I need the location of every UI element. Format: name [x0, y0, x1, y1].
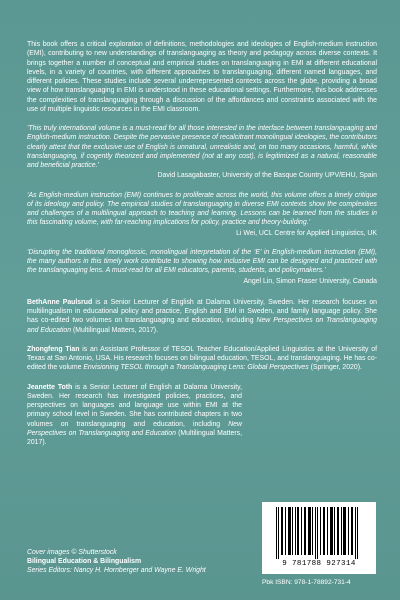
image-credit: Cover images © Shutterstock — [27, 549, 117, 556]
series-title: Bilingual Education & Bilingualism — [27, 558, 142, 565]
endorsement-quote: ‘As English-medium instruction (EMI) continues to proliferate across the world, this volume offers a timely critique of its ideology and policy. The empirical studies of translanguaging in diverse EMI contexts show the complexities and challenges of a multilingual approach to teaching and learning. Lessons can be learned from the studies in this fascinating volume, with far-reaching implications for policy, practice and theory-building.’ — [27, 191, 377, 227]
isbn-barcode — [262, 502, 376, 574]
book-description: This book offers a critical exploration of definitions, methodologies and ideologies of English-medium instruction (EMI), contributing to new understandings of translanguaging as theory and pedagogy across diverse contexts. It brings together a number of conceptual and empirical studies on translanguaging in EMI at different educational levels, in a variety of countries, with different approaches to translanguaging, different named languages, and different policies. These studies include several underrepresented contexts across the globe, providing a broad view of how translanguaging in EMI is understood in these educational settings. Furthermore, this book addresses the complexities of translanguaging through a discussion of the affordances and constraints associated with the use of multiple linguistic resources in the EMI classroom. — [27, 41, 377, 113]
bio-text: (Multilingual Matters, 2017). — [71, 326, 158, 334]
author-bio-paulsrud — [27, 298, 377, 335]
barcode-digits: 9 781788 927314 — [282, 560, 356, 568]
endorsement-quote: ‘Disrupting the traditional monoglossic, monolingual interpretation of the ‘E’ in English-medium instruction (EMI), the many authors in this timely work contribute to showing how inclusive EMI can be designed and practiced with the translanguaging lens. A must-read for all EMI educators, parents, students, and policymakers.’ — [27, 248, 377, 275]
bio-text: is an Assistant Professor of TESOL Teacher Education/Applied Linguistics at the University of Texas at San Antonio, USA. His research focuses on bilingual education, TESOL, and translanguaging. He has co-edited the volume — [27, 345, 377, 372]
back-cover-text — [27, 40, 377, 447]
endorsement-1 — [27, 124, 377, 181]
barcode-icon — [270, 507, 368, 559]
book-title: Envisioning TESOL through a Translanguaging Lens: Global Perspectives — [83, 364, 309, 372]
series-editors: Series Editors: Nancy H. Hornberger and Wayne E. Wright — [27, 567, 206, 574]
bio-text: (Springer, 2020). — [308, 364, 362, 372]
endorsement-quote: ‘This truly international volume is a must-read for all those interested in the interface between translanguaging and English-medium instruction. Despite the pervasive presence of recalcitrant monolingual ideologies, the contributors clearly attest that the exclusive use of English is unnatural, unrealistic and, on too many occasions, harmful, while translanguaging, if cogently theorized and implemented (not at any cost), is legitimized as a natural, reasonable and beneficial practice.’ — [27, 125, 377, 169]
bio-text: (Multilingual Matters, 2017). — [27, 429, 242, 446]
endorsement-3 — [27, 248, 377, 286]
author-bio-toth — [27, 383, 242, 448]
isbn-text: Pbk ISBN: 978-1-78892-731-4 — [262, 579, 351, 586]
endorsement-attribution: Li Wei, UCL Centre for Applied Linguistics, UK — [236, 229, 377, 237]
book-title: New Perspectives on Translanguaging and Education — [27, 317, 377, 334]
author-bio-tian — [27, 345, 377, 373]
author-name: Zhongfeng Tian — [27, 345, 80, 353]
author-name: BethAnne Paulsrud — [27, 298, 93, 306]
endorsement-attribution: David Lasagabaster, University of the Basque Country UPV/EHU, Spain — [157, 172, 377, 180]
bio-text: is a Senior Lecturer of English at Dalarna University, Sweden. Her research focuses on multilingualism in educational policy and practice, English and EMI in Sweden, and family language policy. She has co-edited two volumes on translanguaging and education, including — [27, 298, 378, 325]
author-name: Jeanette Toth — [27, 383, 73, 391]
book-title: New Perspectives on Translanguaging and Education — [27, 420, 242, 437]
endorsement-attribution: Angel Lin, Simon Fraser University, Canada — [243, 277, 377, 285]
endorsement-2 — [27, 191, 377, 238]
bio-text: is a Senior Lecturer of English at Dalarna University, Sweden. Her research has investigated policies, practices, and perspectives on languages and language use within EMI at the primary school level in Sweden. She has contributed chapters in two volumes on translanguaging and education, including — [27, 383, 242, 428]
cover-footer — [27, 548, 257, 575]
